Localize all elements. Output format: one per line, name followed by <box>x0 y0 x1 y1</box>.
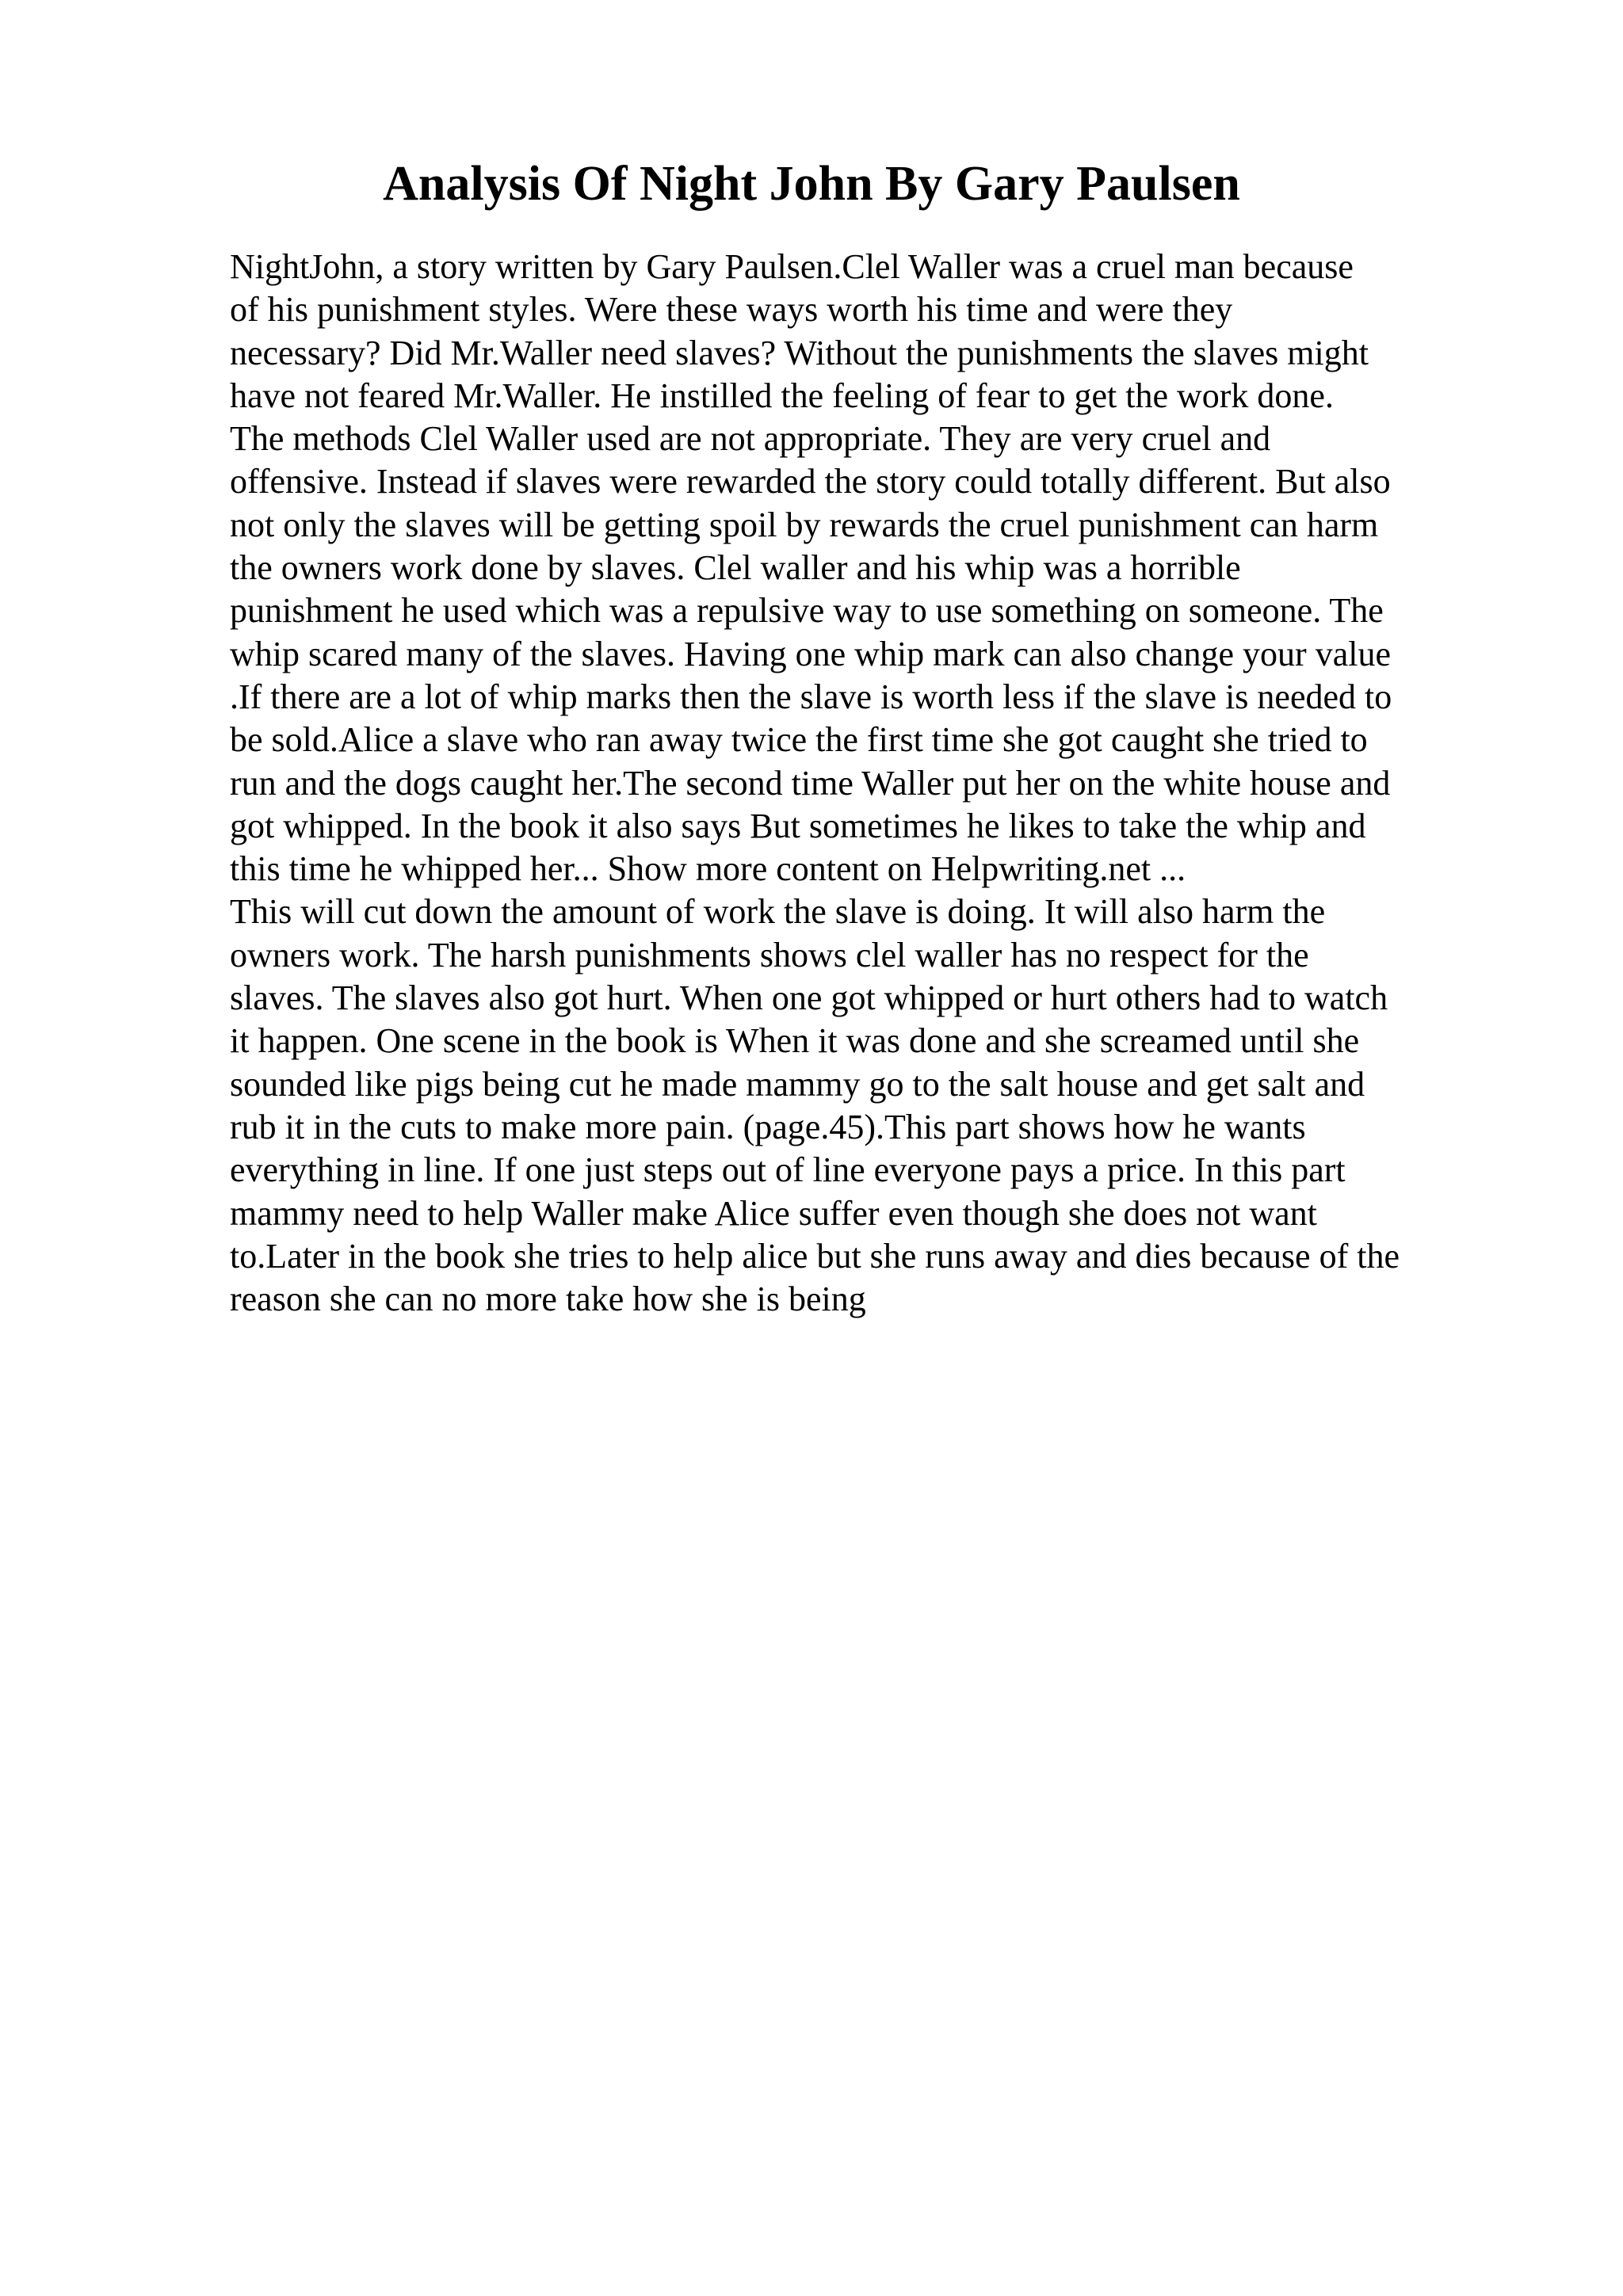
body-line: run and the dogs caught her.The second time Waller put her on the white house and <box>230 763 1391 803</box>
document-body <box>230 246 1498 1321</box>
body-line: necessary? Did Mr.Waller need slaves? Without the punishments the slaves might <box>230 333 1369 372</box>
body-line: this time he whipped her... Show more content on Helpwriting.net ... <box>230 849 1186 889</box>
body-line: of his punishment styles. Were these ways worth his time and were they <box>230 290 1233 330</box>
body-line: everything in line. If one just steps out of line everyone pays a price. In this part <box>230 1150 1346 1190</box>
body-line: whip scared many of the slaves. Having one whip mark can also change your value <box>230 634 1391 673</box>
body-line: to.Later in the book she tries to help alice but she runs away and dies because of the <box>230 1236 1400 1276</box>
body-line: rub it in the cuts to make more pain. (page.45).This part shows how he wants <box>230 1107 1306 1146</box>
document-title: Analysis Of Night John By Gary Paulsen <box>383 157 1240 211</box>
body-line: punishment he used which was a repulsive way to use something on someone. The <box>230 591 1384 631</box>
body-line: have not feared Mr.Waller. He instilled the feeling of fear to get the work done. <box>230 376 1334 415</box>
body-line: mammy need to help Waller make Alice suffer even though she does not want <box>230 1193 1317 1233</box>
body-line: offensive. Instead if slaves were rewarded the story could totally different. But also <box>230 462 1391 502</box>
body-line: got whipped. In the book it also says But sometimes he likes to take the whip and <box>230 806 1366 845</box>
body-line: the owners work done by slaves. Clel waller and his whip was a horrible <box>230 548 1241 588</box>
body-line: owners work. The harsh punishments shows clel waller has no respect for the <box>230 935 1309 974</box>
body-line: it happen. One scene in the book is When it was done and she screamed until she <box>230 1021 1360 1061</box>
body-line: slaves. The slaves also got hurt. When one got whipped or hurt others had to watch <box>230 978 1388 1018</box>
body-line: .If there are a lot of whip marks then the slave is worth less if the slave is needed to <box>230 677 1392 716</box>
body-line: The methods Clel Waller used are not appropriate. They are very cruel and <box>230 419 1271 459</box>
body-line: sounded like pigs being cut he made mammy go to the salt house and get salt and <box>230 1064 1365 1104</box>
body-line: NightJohn, a story written by Gary Paulsen.Clel Waller was a cruel man because <box>230 247 1354 286</box>
body-line: reason she can no more take how she is being <box>230 1280 866 1319</box>
body-line: This will cut down the amount of work the slave is doing. It will also harm the <box>230 892 1326 932</box>
body-line: not only the slaves will be getting spoil by rewards the cruel punishment can harm <box>230 505 1379 544</box>
body-line: be sold.Alice a slave who ran away twice the first time she got caught she tried to <box>230 720 1368 760</box>
